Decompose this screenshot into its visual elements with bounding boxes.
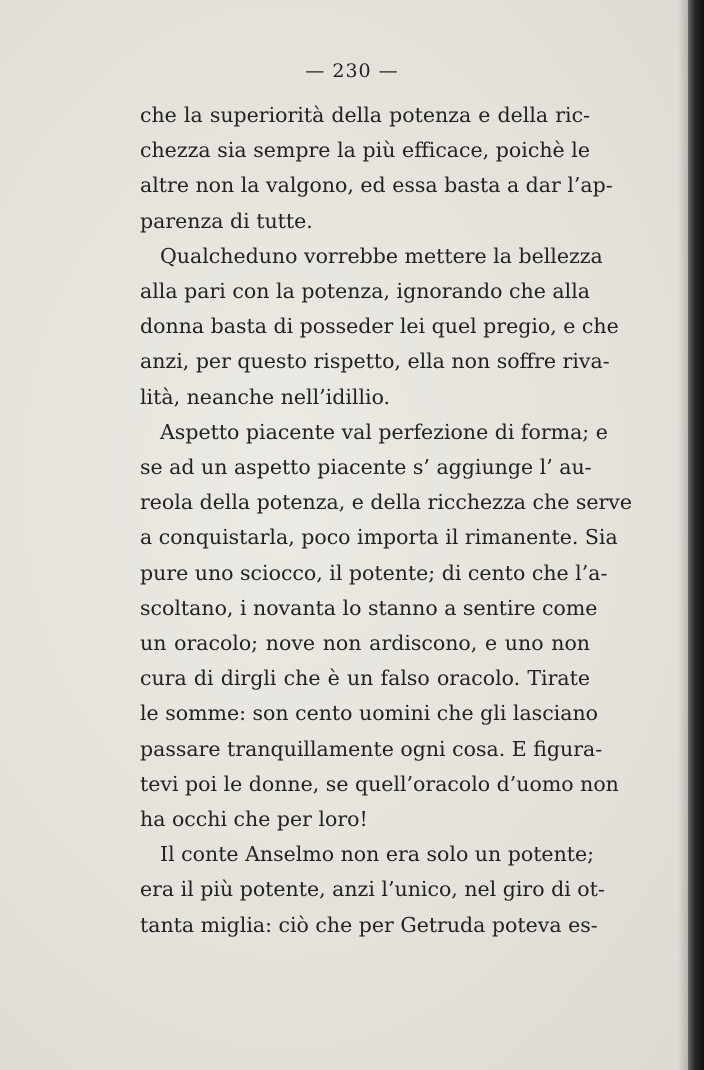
text-line: le somme: son cento uomini che gli lasciano: [140, 701, 598, 726]
paragraph-1: [140, 98, 613, 239]
text-line: donna basta di posseder lei quel pregio, e che: [140, 314, 619, 339]
body-text: [140, 98, 633, 943]
text-line: era il più potente, anzi l’unico, nel giro di ot-: [140, 877, 605, 902]
text-line: Il conte Anselmo non era solo un potente;: [160, 842, 595, 867]
text-line: Aspetto piacente val perfezione di forma; e: [160, 419, 608, 444]
text-line: reola della potenza, e della ricchezza che serve: [140, 490, 633, 515]
text-line: a conquistarla, poco importa il rimanente. Sia: [140, 525, 618, 550]
text-line: parenza di tutte.: [140, 208, 313, 233]
text-line: cura di dirgli che è un falso oracolo. Tirate: [140, 666, 590, 691]
text-line: che la superiorità della potenza e della ric-: [140, 103, 590, 127]
text-line: anzi, per questo rispetto, ella non soffre riva-: [140, 349, 610, 374]
text-line: chezza sia sempre la più efficace, poichè le: [140, 138, 590, 163]
text-line: Qualcheduno vorrebbe mettere la bellezza: [160, 243, 603, 268]
text-line: un oracolo; nove non ardiscono, e uno non: [140, 631, 590, 656]
text-line: ha occhi che per loro!: [140, 807, 368, 832]
text-line: alla pari con la potenza, ignorando che alla: [140, 279, 590, 304]
text-line: tanta miglia: ciò che per Getruda poteva es-: [140, 912, 598, 937]
text-line: altre non la valgono, ed essa basta a dar l’ap-: [140, 173, 613, 198]
text-line: tevi poi le donne, se quell’oracolo d’uomo non: [140, 771, 619, 796]
text-line: passare tranquillamente ogni cosa. E figura-: [140, 736, 603, 761]
text-line: pure uno sciocco, il potente; di cento che l’a-: [140, 560, 608, 585]
page-number: — 230 —: [305, 60, 399, 82]
paragraph-2: [140, 239, 619, 415]
text-line: se ad un aspetto piacente s’ aggiunge l’ au-: [140, 455, 592, 480]
paragraph-4: [140, 837, 605, 943]
text-line: scoltano, i novanta lo stanno a sentire come: [140, 595, 598, 620]
text-line: lità, neanche nell’idillio.: [140, 384, 391, 409]
paragraph-3: [140, 415, 633, 837]
book-binding-edge: [688, 0, 704, 1070]
